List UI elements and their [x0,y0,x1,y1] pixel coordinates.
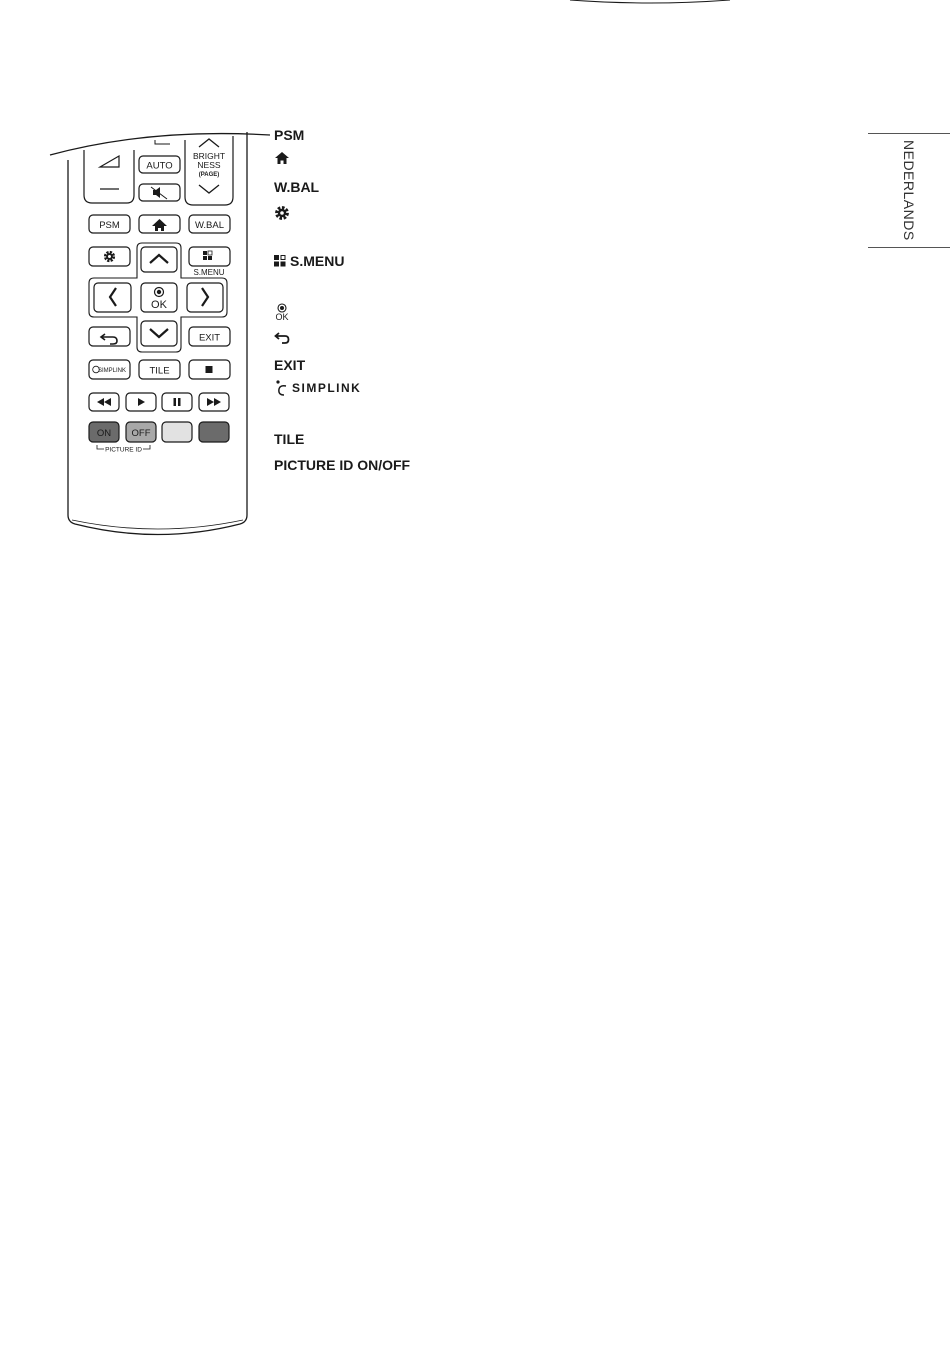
legend-settings [274,205,290,221]
brightness-label-2: NESS [197,160,221,170]
volume-rocker [84,150,134,203]
back-icon [274,331,290,344]
legend-picture-id: PICTURE ID ON/OFF [274,457,411,473]
language-side-tab [868,133,950,248]
simplink-button-label: SIMPLINK [97,368,127,374]
smenu-label: S.MENU [193,268,225,277]
legend-psm: PSM [274,127,305,143]
gear-icon [274,205,290,221]
tile-label: TILE [149,365,170,377]
stop-icon [206,366,213,373]
smenu-icon [274,255,286,267]
wbal-label: W.BAL [194,220,225,231]
legend-smenu: S.MENU [274,253,344,269]
home-icon [274,151,290,165]
left-button[interactable] [94,283,131,312]
remote-control-illustration [0,0,270,560]
language-label: NEDERLANDS [901,140,917,241]
right-button[interactable] [187,283,223,312]
legend-wbal: W.BAL [274,179,320,195]
legend-simplink: SIMPLINK [274,379,361,397]
dark-color-button[interactable] [199,422,229,442]
legend-back [274,331,290,344]
up-button[interactable] [141,247,177,272]
exit-label: EXIT [198,332,221,344]
psm-label: PSM [99,220,120,231]
brightness-up-icon [199,139,219,147]
legend-ok: OK [274,303,290,322]
off-label: OFF [131,428,151,439]
legend-exit: EXIT [274,357,306,373]
brightness-label-1: BRIGHT [192,151,226,161]
brightness-label-3: (PAGE) [198,172,220,178]
legend-tile: TILE [274,431,305,447]
simplink-logo-icon [274,379,288,397]
brightness-rocker [185,136,233,205]
down-button[interactable] [141,321,177,346]
light-color-button[interactable] [162,422,192,442]
auto-label: AUTO [146,160,173,172]
on-label: ON [96,428,112,439]
picture-id-label: PICTURE ID [105,446,142,454]
brightness-down-icon [199,185,219,193]
ok-label: OK [151,299,167,311]
pause-button[interactable] [162,393,192,411]
legend-home [274,151,290,165]
